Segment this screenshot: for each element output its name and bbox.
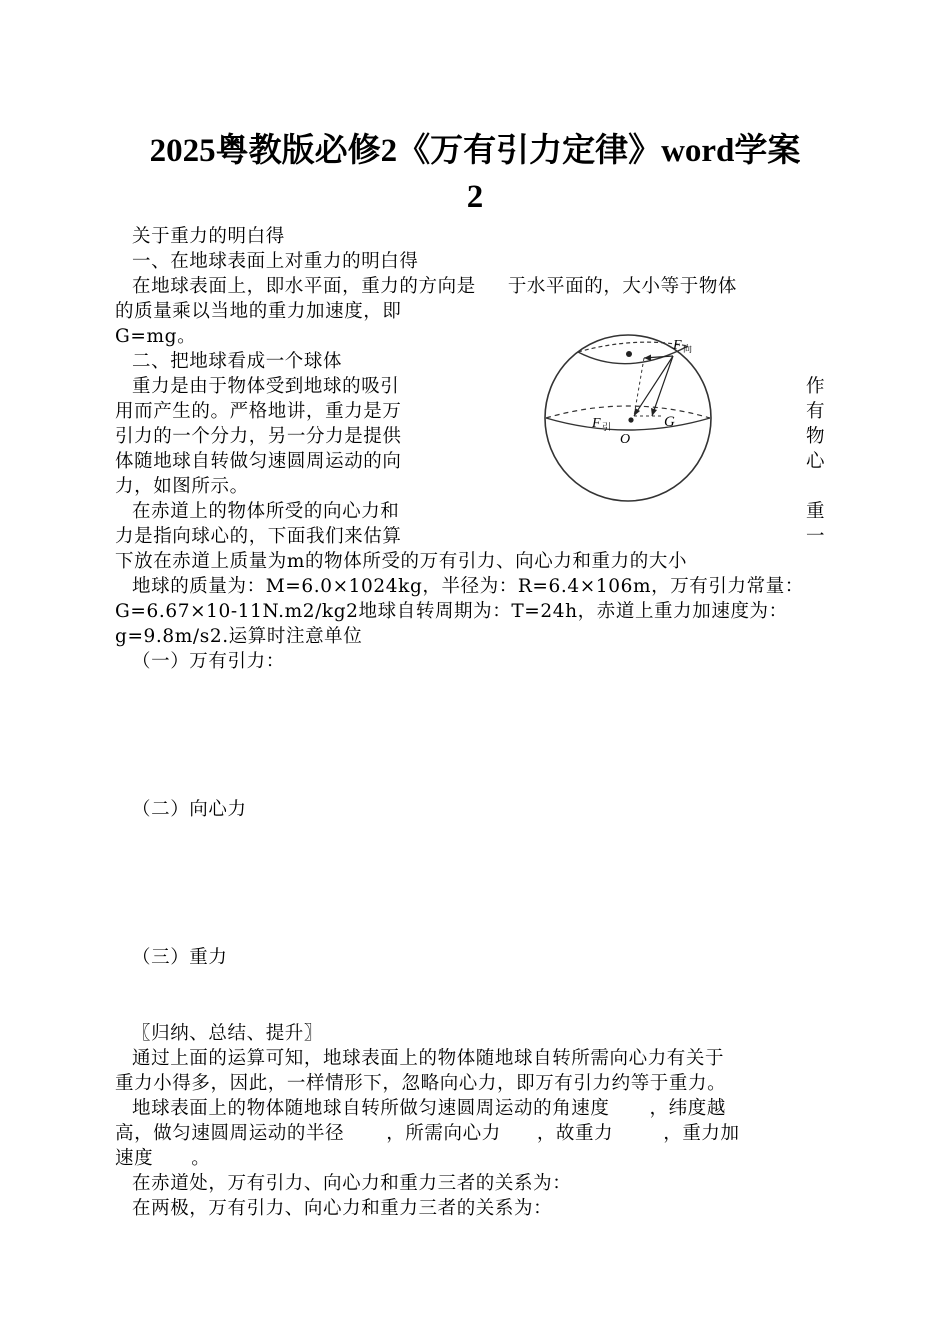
s2-line2-right: 有 [806,401,825,422]
heading: 关于重力的明白得 [132,226,285,247]
summary-line5-a: 速度 [115,1148,154,1169]
s2-line4-right: 心 [806,451,825,472]
s2-line7-right: 一 [806,526,825,547]
summary-line4-a: 高，做匀速圆周运动的半径 [115,1123,345,1144]
s1-line2: 的质量乘以当地的重力加速度，即 [115,301,402,322]
summary-line3 [132,1097,726,1121]
label-o: O [620,432,631,447]
summary-line5-b: 。 [191,1148,211,1169]
s2-line3: 引力的一个分力，另一分力是提供 [115,426,402,447]
s2-line6-right: 重 [806,501,825,522]
s1-line3: G=mg。 [115,326,197,347]
equator-front [546,418,710,430]
s2-line4: 体随地球自转做匀速圆周运动的向 [115,451,402,472]
g-arrow [652,356,673,416]
earth-gravity-diagram [540,330,715,505]
title-line-2: 2 [466,179,484,215]
summary-line4-d: ，重力加 [663,1123,740,1144]
section1-title: 一、在地球表面上对重力的明白得 [132,251,419,272]
part2-label: （二）向心力 [132,799,247,820]
s2-line1-right: 作 [806,376,825,397]
summary-line3-b: ，纬度越 [649,1098,726,1119]
part1-label: （一）万有引力： [132,651,285,672]
data-line2: G=6.67×10-11N.m2/kg2地球自转周期为：T=24h，赤道上重力加速度为： [115,601,788,622]
summary-line4-b: ，所需向心力 [386,1123,501,1144]
s2-line7: 力是指向球心的，下面我们来估算 [115,526,402,547]
summary-line5 [115,1147,210,1171]
summary-line2: 重力小得多，因此，一样情形下，忽略向心力，即万有引力约等于重力。 [115,1073,727,1094]
label-f-xiang-sub: 向 [683,345,693,355]
summary-title: 〖归纳、总结、提升〗 [132,1023,324,1044]
label-f-yin-sub: 引 [602,423,612,433]
summary-line3-a: 地球表面上的物体随地球自转所做匀速圆周运动的角速度 [132,1098,610,1119]
document-title [0,128,950,220]
equator-relation: 在赤道处，万有引力、向心力和重力三者的关系为： [132,1173,572,1194]
label-f-xiang: F [673,338,682,353]
s1-line1 [132,275,737,299]
latitude-center-dot [626,351,632,357]
s2-line3-right: 物 [806,426,825,447]
s2-line5: 力，如图所示。 [115,476,249,497]
section2-title: 二、把地球看成一个球体 [132,351,343,372]
summary-line4-c: ，故重力 [536,1123,614,1144]
summary-line1: 通过上面的运算可知，地球表面上的物体随地球自转所需向心力有关于 [132,1048,725,1069]
summary-line4 [115,1122,740,1146]
data-line3: g=9.8m/s2.运算时注意单位 [115,626,363,647]
s2-line6: 在赤道上的物体所受的向心力和 [132,501,400,522]
earth-circle [545,335,711,501]
title-line-1: 2025粤教版必修2《万有引力定律》word学案 [149,133,801,169]
s2-line8: 下放在赤道上质量为m的物体所受的万有引力、向心力和重力的大小 [115,551,688,572]
s1-line1-b: 于水平面的，大小等于物体 [507,276,738,297]
label-f-yin: F [592,416,601,431]
equator-back [546,406,710,418]
s2-line1: 重力是由于物体受到地球的吸引 [132,376,400,397]
part3-label: （三）重力 [132,947,228,968]
center-o-dot [628,417,633,422]
s1-line1-a: 在地球表面上，即水平面，重力的方向是 [132,276,476,297]
s2-line2: 用而产生的。严格地讲，重力是万 [115,401,402,422]
label-g: G [664,414,675,430]
data-line1: 地球的质量为：M=6.0×1024kg，半径为：R=6.4×106m，万有引力常量： [132,576,804,597]
poles-relation: 在两极，万有引力、向心力和重力三者的关系为： [132,1198,553,1219]
